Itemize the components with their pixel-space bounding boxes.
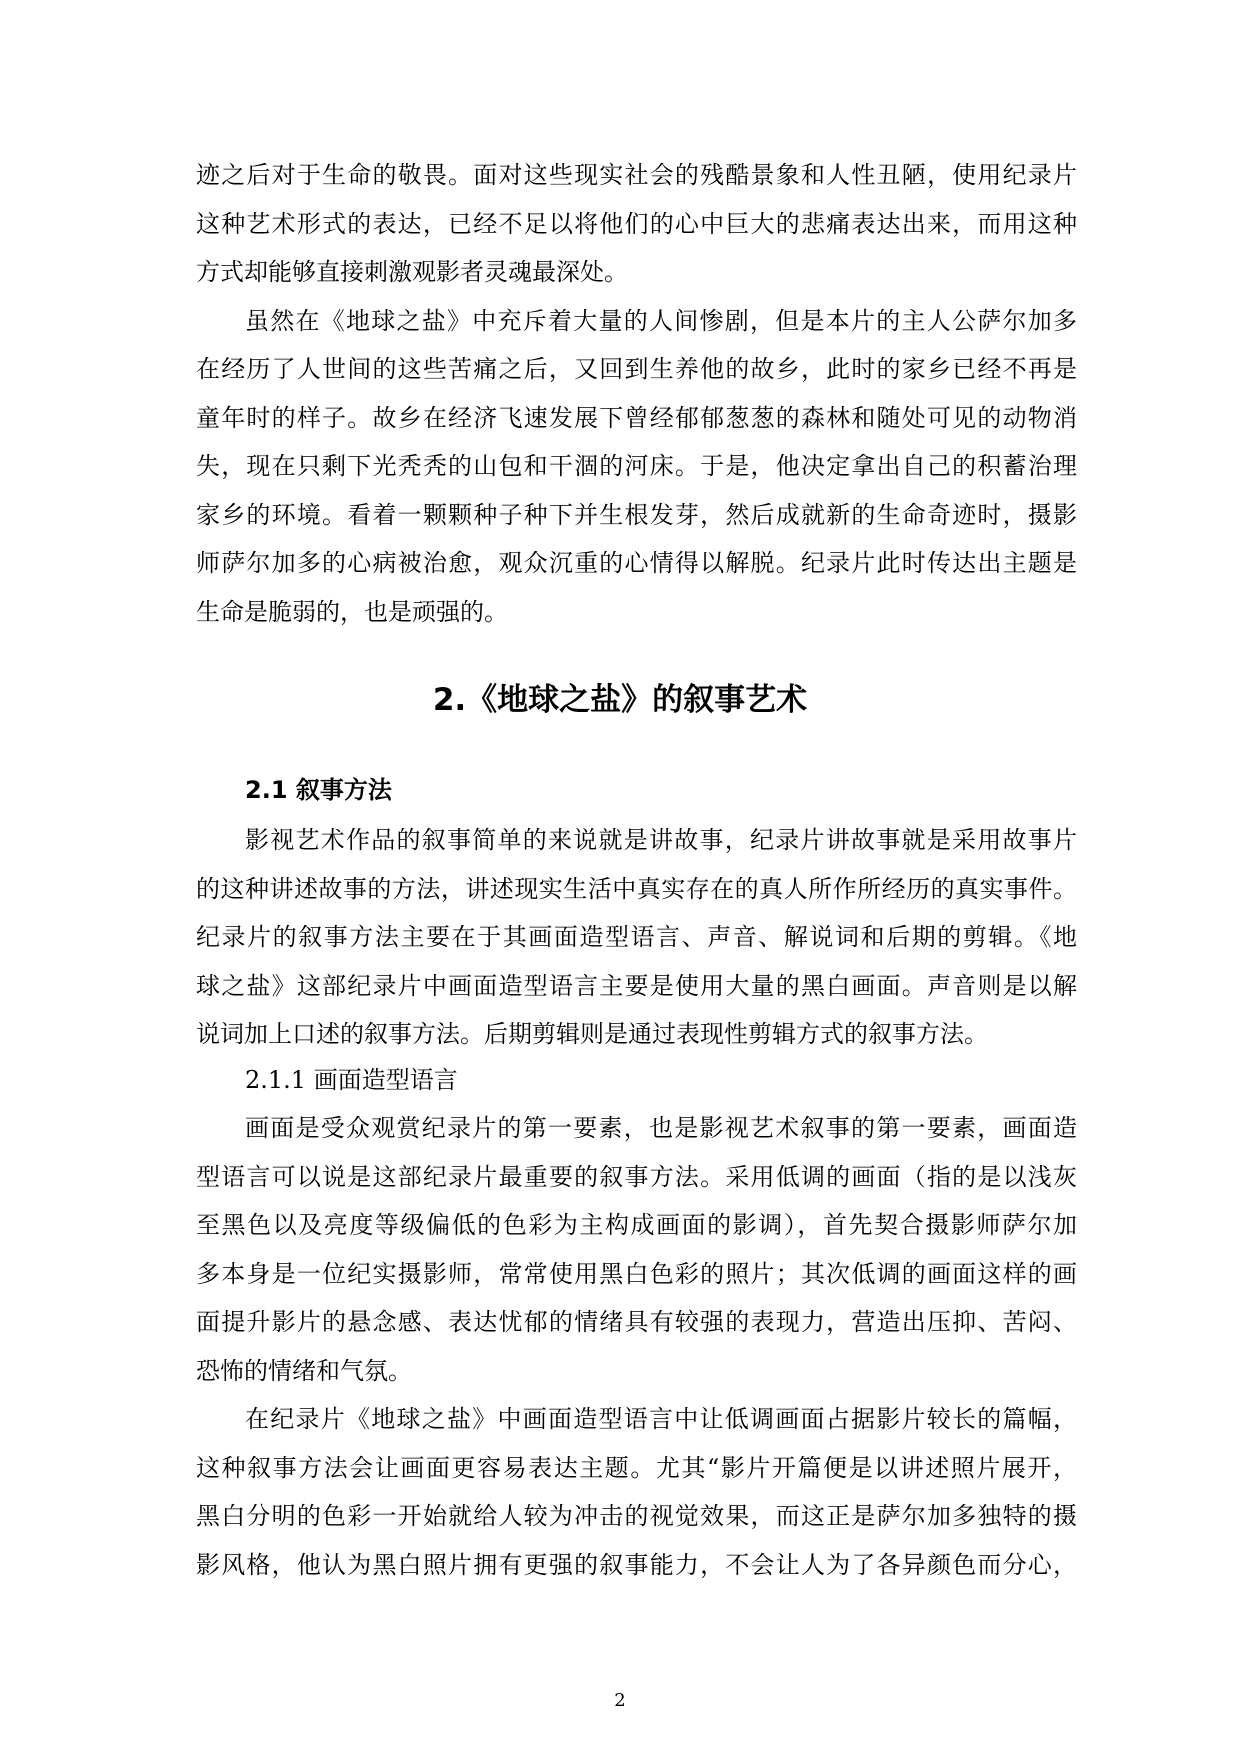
paragraph-line: 黑白分明的色彩一开始就给人较为冲击的视觉效果，而这正是萨尔加多独特的摄 (196, 1502, 1077, 1530)
paragraph-line: 画面是受众观赏纪录片的第一要素，也是影视艺术叙事的第一要素，画面造 (245, 1114, 1077, 1142)
paragraph-line: 的这种讲述故事的方法，讲述现实生活中真实存在的真人所作所经历的真实事件。 (196, 875, 1077, 903)
paragraph-line: 生命是脆弱的，也是顽强的。 (196, 598, 508, 626)
paragraph-line: 这种艺术形式的表达，已经不足以将他们的心中巨大的悲痛表达出来，而用这种 (196, 210, 1077, 238)
paragraph-line: 师萨尔加多的心病被治愈，观众沉重的心情得以解脱。纪录片此时传达出主题是 (196, 549, 1077, 577)
subsection-heading: 2.1 叙事方法 (245, 776, 392, 804)
paragraph-line: 失，现在只剩下光秃秃的山包和干涸的河床。于是，他决定拿出自己的积蓄治理 (196, 452, 1077, 480)
paragraph-line: 恐怖的情绪和气氛。 (196, 1357, 412, 1385)
paragraph-line: 多本身是一位纪实摄影师，常常使用黑白色彩的照片；其次低调的画面这样的画 (196, 1260, 1077, 1288)
paragraph-line: 说词加上口述的叙事方法。后期剪辑则是通过表现性剪辑方式的叙事方法。 (196, 1020, 988, 1048)
paragraph-line: 至黑色以及亮度等级偏低的色彩为主构成画面的影调），首先契合摄影师萨尔加 (196, 1211, 1077, 1239)
paragraph-line: 迹之后对于生命的敬畏。面对这些现实社会的残酷景象和人性丑陋，使用纪录片 (196, 161, 1077, 189)
paragraph-line: 影风格，他认为黑白照片拥有更强的叙事能力，不会让人为了各异颜色而分心， (196, 1551, 1077, 1579)
page-number: 2 (614, 1690, 626, 1711)
section-heading: 2.《地球之盐》的叙事艺术 (432, 682, 808, 718)
paragraph-line: 在经历了人世间的这些苦痛之后，又回到生养他的故乡，此时的家乡已经不再是 (196, 355, 1077, 383)
paragraph-line: 影视艺术作品的叙事简单的来说就是讲故事，纪录片讲故事就是采用故事片 (245, 826, 1077, 854)
paragraph-line: 型语言可以说是这部纪录片最重要的叙事方法。采用低调的画面（指的是以浅灰 (196, 1163, 1077, 1191)
subsubsection-heading: 2.1.1 画面造型语言 (245, 1066, 458, 1094)
paragraph-line: 方式却能够直接刺激观影者灵魂最深处。 (196, 258, 628, 286)
paragraph-line: 这种叙事方法会让画面更容易表达主题。尤其“影片开篇便是以讲述照片展开， (196, 1454, 1077, 1482)
paragraph-line: 虽然在《地球之盐》中充斥着大量的人间惨剧，但是本片的主人公萨尔加多 (245, 307, 1077, 335)
paragraph-line: 童年时的样子。故乡在经济飞速发展下曾经郁郁葱葱的森林和随处可见的动物消 (196, 404, 1077, 432)
paragraph-line: 在纪录片《地球之盐》中画面造型语言中让低调画面占据影片较长的篇幅， (245, 1405, 1077, 1433)
paragraph-line: 球之盐》这部纪录片中画面造型语言主要是使用大量的黑白画面。声音则是以解 (196, 972, 1077, 1000)
paragraph-line: 纪录片的叙事方法主要在于其画面造型语言、声音、解说词和后期的剪辑。《地 (196, 923, 1077, 951)
paragraph-line: 家乡的环境。看着一颗颗种子种下并生根发芽，然后成就新的生命奇迹时，摄影 (196, 501, 1077, 529)
paragraph-line: 面提升影片的悬念感、表达忧郁的情绪具有较强的表现力，营造出压抑、苦闷、 (196, 1308, 1077, 1336)
